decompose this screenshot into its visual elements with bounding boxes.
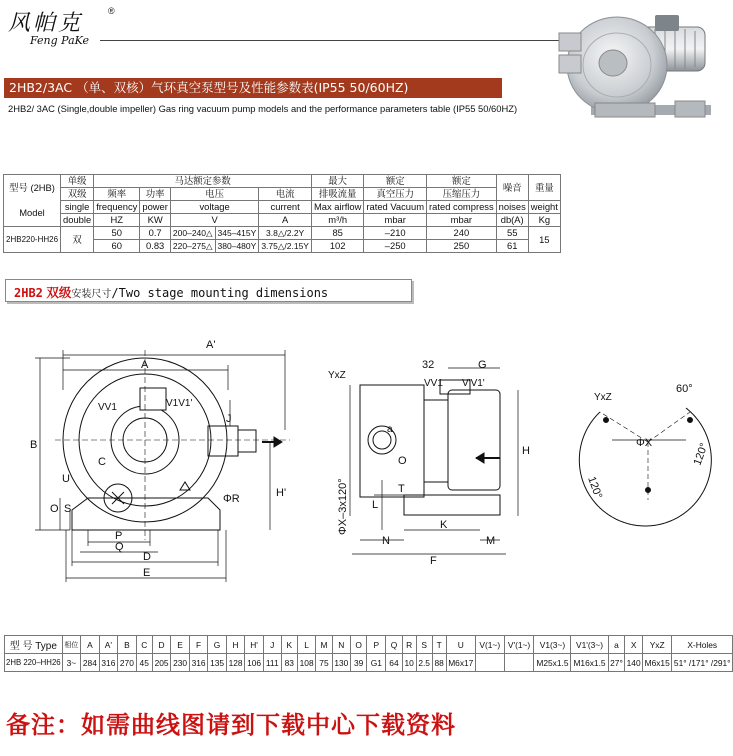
dims-header-cell: YxZ <box>642 636 672 654</box>
dims-value-cell: 108 <box>297 654 316 672</box>
label-O: O <box>50 503 59 515</box>
brand-name-cn: 风帕克 <box>8 11 84 36</box>
dims-header-cell: H <box>226 636 245 654</box>
cell-vacuum: –250 <box>364 240 427 253</box>
th-comp-en: rated compress <box>427 201 497 214</box>
th-comp-unit: mbar <box>427 214 497 227</box>
mounting-drawing <box>0 330 733 600</box>
cell-voltage-y: 380–480Y <box>215 240 259 253</box>
dims-header-cell: O <box>351 636 367 654</box>
dims-value-cell: 83 <box>281 654 297 672</box>
dims-header-cell: E <box>171 636 190 654</box>
dims-value-cell: 27° <box>608 654 625 672</box>
section-heading <box>14 283 328 301</box>
th-stage-4: double <box>61 214 94 227</box>
label-C: C <box>98 456 106 468</box>
cell-current: 3.75△/2.15Y <box>259 240 312 253</box>
dims-value-cell: 316 <box>189 654 208 672</box>
dims-header-cell: F <box>189 636 208 654</box>
pump-product-image <box>555 5 731 130</box>
label-phiX-holes: ΦX–3x120° <box>337 478 349 535</box>
label-VV1: VV1 <box>98 402 117 413</box>
cell-airflow: 85 <box>311 227 363 240</box>
section-size-cn: 安装尺寸 <box>71 289 112 300</box>
th-noise-en: noises <box>496 201 528 214</box>
dims-header-cell: a <box>608 636 625 654</box>
dims-header-cell: K <box>281 636 297 654</box>
dims-header-cell: X-Holes <box>672 636 733 654</box>
dims-value-cell: 45 <box>136 654 152 672</box>
th-freq-cn: 频率 <box>94 188 140 201</box>
dims-header-cell: A' <box>99 636 118 654</box>
cell-airflow: 102 <box>311 240 363 253</box>
th-airflow-cn: 排吸流量 <box>311 188 363 201</box>
th-max: 最大 <box>311 175 363 188</box>
side-view <box>350 368 518 554</box>
cell-weight: 15 <box>528 227 560 253</box>
th-freq-unit: HZ <box>94 214 140 227</box>
label-G: G <box>478 359 487 371</box>
dims-header-cell: J <box>263 636 281 654</box>
th-rated-vac: 额定 <box>364 175 427 188</box>
dims-header-cell: G <box>208 636 227 654</box>
dims-header-cell: A <box>81 636 100 654</box>
label-VV1-side: VV1 <box>424 378 443 389</box>
th-power-en: power <box>140 201 171 214</box>
th-airflow-unit: m³/h <box>311 214 363 227</box>
dims-header-row <box>5 636 733 654</box>
cell-noise: 55 <box>496 227 528 240</box>
label-J: J <box>226 413 232 425</box>
dims-value-cell: M6x15 <box>642 654 672 672</box>
dims-value-cell: 2.5 <box>416 654 432 672</box>
th-rated-comp: 额定 <box>427 175 497 188</box>
dims-header-cell: V1'(3~) <box>571 636 608 654</box>
section-model: 2HB2 <box>14 286 43 300</box>
dims-value-cell: 75 <box>316 654 332 672</box>
label-V1V1: V1V1' <box>166 398 193 409</box>
dims-header-cell: V(1~) <box>475 636 504 654</box>
dims-value-cell: 130 <box>332 654 351 672</box>
dims-header-cell: 相位 <box>62 636 81 654</box>
label-B: B <box>30 439 38 451</box>
dims-value-cell: 205 <box>152 654 171 672</box>
label-O-side: O <box>398 455 407 467</box>
dims-value-cell <box>504 654 534 672</box>
cell-freq: 50 <box>94 227 140 240</box>
label-32: 32 <box>422 359 435 371</box>
label-N: N <box>382 535 390 547</box>
dims-value-cell: 230 <box>171 654 190 672</box>
th-voltage-unit: V <box>170 214 258 227</box>
dims-value-cell: 106 <box>245 654 264 672</box>
page-title: 2HB2/3AC （单、双核）气环真空泵型号及性能参数表(IP55 50/60HZ) <box>4 78 502 98</box>
label-D: D <box>143 551 151 563</box>
label-R: ΦR <box>223 493 240 505</box>
th-motor: 马达额定参数 <box>94 175 312 188</box>
th-noise-unit: db(A) <box>496 214 528 227</box>
dims-header-cell: B <box>118 636 137 654</box>
th-stage-3: single <box>61 201 94 214</box>
dims-value-cell: 10 <box>402 654 416 672</box>
label-V2V1: V'V1' <box>462 378 485 389</box>
dims-header-cell: 型 号 Type <box>5 636 63 654</box>
dims-header-cell: U <box>446 636 475 654</box>
cell-noise: 61 <box>496 240 528 253</box>
dims-value-cell: 2HB 220–HH26 <box>5 654 63 672</box>
cell-vacuum: –210 <box>364 227 427 240</box>
th-stage-2: 双级 <box>61 188 94 201</box>
th-voltage-en: voltage <box>170 201 258 214</box>
dims-value-cell: 3~ <box>62 654 81 672</box>
dims-value-cell: M6x17 <box>446 654 475 672</box>
dims-header-cell: H' <box>245 636 264 654</box>
th-power-unit: KW <box>140 214 171 227</box>
th-comp-cn: 压缩压力 <box>427 188 497 201</box>
label-K: K <box>440 519 448 531</box>
label-P: P <box>115 530 123 542</box>
dims-value-cell: 135 <box>208 654 227 672</box>
cell-power: 0.83 <box>140 240 171 253</box>
label-E: E <box>143 567 151 579</box>
dims-header-cell: T <box>432 636 446 654</box>
dims-value-cell: 88 <box>432 654 446 672</box>
label-L: L <box>372 499 379 511</box>
dims-value-cell: 284 <box>81 654 100 672</box>
header-rule <box>100 40 570 41</box>
dims-value-cell: M16x1.5 <box>571 654 608 672</box>
th-weight-unit: Kg <box>528 214 560 227</box>
cell-current: 3.8△/2.2Y <box>259 227 312 240</box>
performance-table <box>3 174 561 253</box>
th-model-en: Model <box>4 201 61 227</box>
label-M: M <box>486 535 496 547</box>
th-stage: 单级 <box>61 175 94 188</box>
label-YxZ: YxZ <box>328 370 346 381</box>
label-H: H <box>522 445 530 457</box>
label-U: U <box>62 473 70 485</box>
label-a: a <box>387 424 393 435</box>
th-voltage-cn: 电压 <box>170 188 258 201</box>
label-A2: A' <box>206 339 216 351</box>
label-T: T <box>398 483 405 495</box>
section-en: /Two stage mounting dimensions <box>111 286 329 300</box>
cell-freq: 60 <box>94 240 140 253</box>
label-phiX: ΦX <box>636 437 653 449</box>
label-S: S <box>64 503 72 515</box>
registered-mark: ® <box>108 6 115 16</box>
th-current-unit: A <box>259 214 312 227</box>
label-H2: H' <box>276 487 287 499</box>
th-current-cn: 电流 <box>259 188 312 201</box>
cell-voltage-delta: 220–275△ <box>170 240 215 253</box>
th-airflow-en: Max airflow <box>311 201 363 214</box>
label-YxZ-flange: YxZ <box>594 392 612 403</box>
dimensions-table <box>4 635 733 672</box>
dims-value-cell: 270 <box>118 654 137 672</box>
cell-voltage-delta: 200–240△ <box>170 227 215 240</box>
dims-value-row <box>5 654 733 672</box>
dims-value-cell: 111 <box>263 654 281 672</box>
th-vac-unit: mbar <box>364 214 427 227</box>
dims-header-cell: M <box>316 636 332 654</box>
flange-view <box>579 408 711 526</box>
th-vac-en: rated Vacuum <box>364 201 427 214</box>
dims-value-cell: 64 <box>386 654 402 672</box>
dims-value-cell <box>475 654 504 672</box>
section-stage: 双级 <box>46 286 72 300</box>
dims-value-cell: 51° /171° /291° <box>672 654 733 672</box>
dims-header-cell: N <box>332 636 351 654</box>
dims-header-cell: S <box>416 636 432 654</box>
dims-header-cell: R <box>402 636 416 654</box>
cell-stage: 双 <box>61 227 94 253</box>
dims-header-cell: P <box>367 636 386 654</box>
cell-compress: 240 <box>427 227 497 240</box>
cell-compress: 250 <box>427 240 497 253</box>
brand-name-en: Feng PaKe <box>30 34 90 47</box>
label-120b: 120° <box>691 441 711 468</box>
page-subtitle: 2HB2/ 3AC (Single,double impeller) Gas ring vacuum pump models and the performance parameters table (IP55 50/60HZ) <box>8 103 518 114</box>
th-model-cn: 型号 (2HB) <box>4 175 61 201</box>
dims-header-cell: V'(1~) <box>504 636 534 654</box>
th-power-cn: 功率 <box>140 188 171 201</box>
cell-model: 2HB220-HH26 <box>4 227 61 253</box>
dims-value-cell: 140 <box>625 654 642 672</box>
dims-header-cell: X <box>625 636 642 654</box>
label-Q: Q <box>115 541 124 553</box>
dims-value-cell: 316 <box>99 654 118 672</box>
dims-value-cell: 39 <box>351 654 367 672</box>
dims-value-cell: G1 <box>367 654 386 672</box>
th-weight-en: weight <box>528 201 560 214</box>
dims-header-cell: C <box>136 636 152 654</box>
cell-power: 0.7 <box>140 227 171 240</box>
th-current-en: current <box>259 201 312 214</box>
th-noise-cn: 噪音 <box>496 175 528 201</box>
label-120a: 120° <box>585 474 605 501</box>
dims-header-cell: V1(3~) <box>534 636 571 654</box>
th-freq-en: frequency <box>94 201 140 214</box>
label-A: A <box>141 359 149 371</box>
th-vac-cn: 真空压力 <box>364 188 427 201</box>
label-F: F <box>430 555 437 567</box>
label-60deg: 60° <box>676 383 693 395</box>
th-weight-cn: 重量 <box>528 175 560 201</box>
cell-voltage-y: 345–415Y <box>215 227 259 240</box>
front-view <box>35 350 290 582</box>
dims-header-cell: D <box>152 636 171 654</box>
dims-header-cell: Q <box>386 636 402 654</box>
dims-value-cell: 128 <box>226 654 245 672</box>
footer-note: 备注：如需曲线图请到下载中心下载资料 <box>6 711 456 739</box>
dims-header-cell: L <box>297 636 316 654</box>
dims-value-cell: M25x1.5 <box>534 654 571 672</box>
